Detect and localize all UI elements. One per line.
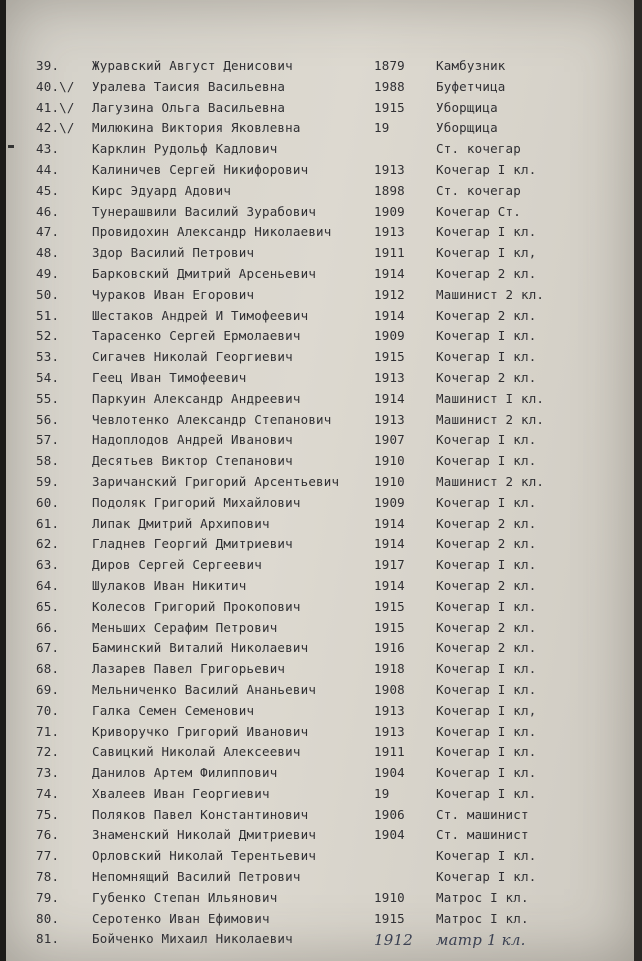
row-number: 59.: [36, 473, 60, 489]
birth-year: 1913: [374, 702, 405, 718]
job-position: Кочегар I кл.: [436, 869, 537, 885]
birth-year: 1879: [374, 58, 405, 73]
table-row: [6, 682, 642, 703]
person-name: Колесов Григорий Прокопович: [92, 598, 301, 614]
table-row: [6, 703, 642, 724]
table-row: [6, 578, 642, 599]
row-number: 76.: [36, 827, 60, 843]
birth-year: 1913: [374, 411, 405, 427]
person-name: Криворучко Григорий Иванович: [92, 723, 309, 739]
person-name: Меньших Серафим Петрович: [92, 619, 278, 635]
birth-year: 1988: [374, 78, 405, 94]
table-row: [6, 328, 642, 349]
job-position: Кочегар I кл,: [436, 245, 537, 261]
job-position: Кочегар 2 кл.: [436, 307, 537, 323]
person-name: Уралева Таисия Васильевна: [92, 78, 286, 94]
job-position: Машинист 2 кл.: [436, 411, 545, 427]
person-name: Баминский Виталий Николаевич: [92, 640, 309, 656]
job-position: Кочегар I кл.: [436, 723, 537, 739]
row-number: 58.: [36, 453, 60, 469]
table-row: [6, 827, 642, 848]
birth-year: 1912: [374, 931, 413, 950]
person-name: Лагузина Ольга Васильевна: [92, 99, 286, 115]
row-number: 68.: [36, 661, 60, 677]
birth-year: 1914: [374, 515, 405, 531]
row-number: 61.: [36, 515, 60, 531]
crew-list: [6, 58, 642, 952]
row-number: 72.: [36, 744, 60, 760]
job-position: Кочегар I кл.: [436, 453, 537, 469]
document-sheet: [6, 0, 636, 961]
table-row: [6, 120, 642, 141]
table-row: [6, 599, 642, 620]
row-number: 69.: [36, 681, 60, 697]
row-number: 47.: [36, 224, 60, 240]
table-row: [6, 890, 642, 911]
job-position: матр 1 кл.: [436, 931, 526, 950]
job-position: Кочегар 2 кл.: [436, 515, 537, 531]
job-position: Кочегар I кл.: [436, 349, 537, 365]
birth-year: 1916: [374, 640, 405, 656]
person-name: Провидохин Александр Николаевич: [92, 224, 332, 240]
row-number: 53.: [36, 349, 60, 365]
job-position: Ст. машинист: [436, 827, 529, 843]
person-name: Десятьев Виктор Степанович: [92, 453, 293, 469]
job-position: Кочегар I кл.: [436, 848, 537, 864]
row-number: 49.: [36, 265, 60, 281]
table-row: [6, 453, 642, 474]
person-name: Лазарев Павел Григорьевич: [92, 661, 286, 677]
table-row: [6, 495, 642, 516]
job-position: Кочегар I кл.: [436, 432, 537, 448]
table-row: [6, 432, 642, 453]
person-name: Барковский Дмитрий Арсеньевич: [92, 265, 317, 281]
birth-year: 1909: [374, 328, 405, 344]
job-position: Кочегар I кл.: [436, 224, 537, 240]
row-number: 60.: [36, 494, 60, 510]
row-number: 73.: [36, 765, 60, 781]
birth-year: 1914: [374, 265, 405, 281]
person-name: Знаменский Николай Дмитриевич: [92, 827, 317, 843]
table-row: [6, 224, 642, 245]
row-number: 71.: [36, 723, 60, 739]
person-name: Савицкий Николай Алексеевич: [92, 744, 301, 760]
table-row: [6, 931, 642, 952]
table-row: [6, 370, 642, 391]
table-row: [6, 640, 642, 661]
table-row: [6, 100, 642, 121]
birth-year: 1904: [374, 827, 405, 843]
job-position: Кочегар I кл.: [436, 328, 537, 344]
job-position: Кочегар I кл.: [436, 598, 537, 614]
table-row: [6, 58, 642, 79]
table-row: [6, 765, 642, 786]
person-name: Липак Дмитрий Архипович: [92, 515, 270, 531]
row-number: 48.: [36, 245, 60, 261]
person-name: Карклин Рудольф Кадлович: [92, 141, 278, 157]
birth-year: 1910: [374, 889, 405, 905]
job-position: Кочегар I кл,: [436, 702, 537, 718]
person-name: Кирс Эдуард Адович: [92, 182, 232, 198]
birth-year: 1913: [374, 224, 405, 240]
person-name: Губенко Степан Ильянович: [92, 889, 278, 905]
person-name: Поляков Павел Константинович: [92, 806, 309, 822]
job-position: Кочегар I кл.: [436, 557, 537, 573]
row-number: 54.: [36, 369, 60, 385]
person-name: Бойченко Михаил Николаевич: [92, 931, 293, 947]
table-row: [6, 516, 642, 537]
row-number: 50.: [36, 286, 60, 302]
row-number: 40.\/: [36, 78, 75, 94]
row-number: 67.: [36, 640, 60, 656]
birth-year: 1906: [374, 806, 405, 822]
person-name: Тунерашвили Василий Зурабович: [92, 203, 317, 219]
job-position: Ст. машинист: [436, 806, 529, 822]
job-position: Машинист 2 кл.: [436, 286, 545, 302]
birth-year: 1913: [374, 723, 405, 739]
job-position: Кочегар I кл.: [436, 494, 537, 510]
birth-year: 1913: [374, 369, 405, 385]
birth-year: 1911: [374, 245, 405, 261]
birth-year: 1910: [374, 453, 405, 469]
row-number: 70.: [36, 702, 60, 718]
person-name: Сигачев Николай Георгиевич: [92, 349, 293, 365]
row-number: 75.: [36, 806, 60, 822]
table-row: [6, 724, 642, 745]
job-position: Машинист 2 кл.: [436, 473, 545, 489]
birth-year: 1914: [374, 577, 405, 593]
person-name: Хвалеев Иван Георгиевич: [92, 785, 270, 801]
job-position: Ст. кочегар: [436, 141, 521, 157]
birth-year: 1898: [374, 182, 405, 198]
birth-year: 1914: [374, 536, 405, 552]
job-position: Кочегар 2 кл.: [436, 369, 537, 385]
job-position: Уборщица: [436, 99, 498, 115]
job-position: Кочегар I кл.: [436, 161, 537, 177]
job-position: Камбузник: [436, 58, 506, 73]
person-name: Заричанский Григорий Арсентьевич: [92, 473, 340, 489]
person-name: Гладнев Георгий Дмитриевич: [92, 536, 293, 552]
row-number: 41.\/: [36, 99, 75, 115]
table-row: [6, 807, 642, 828]
row-number: 64.: [36, 577, 60, 593]
row-number: 65.: [36, 598, 60, 614]
table-row: [6, 661, 642, 682]
row-number: 55.: [36, 390, 60, 406]
person-name: Паркуин Александр Андреевич: [92, 390, 301, 406]
table-row: [6, 786, 642, 807]
row-number: 56.: [36, 411, 60, 427]
table-row: [6, 349, 642, 370]
row-number: 46.: [36, 203, 60, 219]
table-row: [6, 162, 642, 183]
row-number: 44.: [36, 161, 60, 177]
birth-year: 1918: [374, 661, 405, 677]
person-name: Шестаков Андрей И Тимофеевич: [92, 307, 309, 323]
birth-year: 1909: [374, 203, 405, 219]
birth-year: 1909: [374, 494, 405, 510]
job-position: Кочегар 2 кл.: [436, 640, 537, 656]
person-name: Шулаков Иван Никитич: [92, 577, 247, 593]
table-row: [6, 204, 642, 225]
table-row: [6, 848, 642, 869]
job-position: Кочегар 2 кл.: [436, 265, 537, 281]
job-position: Кочегар I кл.: [436, 744, 537, 760]
job-position: Кочегар I кл.: [436, 681, 537, 697]
row-number: 62.: [36, 536, 60, 552]
birth-year: 1908: [374, 681, 405, 697]
job-position: Кочегар 2 кл.: [436, 619, 537, 635]
table-row: [6, 536, 642, 557]
table-row: [6, 620, 642, 641]
person-name: Мельниченко Василий Ананьевич: [92, 681, 317, 697]
job-position: Ст. кочегар: [436, 182, 521, 198]
row-number: 39.: [36, 58, 60, 73]
job-position: Кочегар 2 кл.: [436, 536, 537, 552]
table-row: [6, 557, 642, 578]
row-number: 78.: [36, 869, 60, 885]
row-number: 45.: [36, 182, 60, 198]
person-name: Тарасенко Сергей Ермолаевич: [92, 328, 301, 344]
table-row: [6, 79, 642, 100]
person-name: Непомнящий Василий Петрович: [92, 869, 301, 885]
table-row: [6, 245, 642, 266]
person-name: Серотенко Иван Ефимович: [92, 910, 270, 926]
birth-year: 1914: [374, 307, 405, 323]
birth-year: 19: [374, 120, 390, 136]
job-position: Матрос I кл.: [436, 910, 529, 926]
table-row: [6, 183, 642, 204]
table-row: [6, 869, 642, 890]
row-number: 52.: [36, 328, 60, 344]
row-number: 42.\/: [36, 120, 75, 136]
birth-year: 1904: [374, 765, 405, 781]
person-name: Калиничев Сергей Никифорович: [92, 161, 309, 177]
row-number: 81.: [36, 931, 60, 947]
table-row: [6, 287, 642, 308]
birth-year: 1915: [374, 619, 405, 635]
row-number: 77.: [36, 848, 60, 864]
person-name: Подоляк Григорий Михайлович: [92, 494, 301, 510]
person-name: Данилов Артем Филиппович: [92, 765, 278, 781]
birth-year: 1910: [374, 473, 405, 489]
row-number: 57.: [36, 432, 60, 448]
person-name: Галка Семен Семенович: [92, 702, 255, 718]
row-number: 79.: [36, 889, 60, 905]
person-name: Милюкина Виктория Яковлевна: [92, 120, 301, 136]
job-position: Кочегар 2 кл.: [436, 577, 537, 593]
row-number: 51.: [36, 307, 60, 323]
birth-year: 1915: [374, 910, 405, 926]
table-row: [6, 391, 642, 412]
table-row: [6, 474, 642, 495]
table-row: [6, 308, 642, 329]
table-row: [6, 911, 642, 932]
person-name: Чевлотенко Александр Степанович: [92, 411, 332, 427]
birth-year: 19: [374, 785, 390, 801]
birth-year: 1911: [374, 744, 405, 760]
person-name: Чураков Иван Егорович: [92, 286, 255, 302]
birth-year: 1913: [374, 161, 405, 177]
table-row: [6, 141, 642, 162]
table-row: [6, 412, 642, 433]
birth-year: 1912: [374, 286, 405, 302]
person-name: Журавский Август Денисович: [92, 58, 293, 73]
job-position: Кочегар I кл.: [436, 765, 537, 781]
person-name: Геец Иван Тимофеевич: [92, 369, 247, 385]
job-position: Кочегар I кл.: [436, 661, 537, 677]
job-position: Уборщица: [436, 120, 498, 136]
birth-year: 1915: [374, 349, 405, 365]
job-position: Кочегар I кл.: [436, 785, 537, 801]
row-number: 66.: [36, 619, 60, 635]
birth-year: 1914: [374, 390, 405, 406]
person-name: Надоплодов Андрей Иванович: [92, 432, 293, 448]
person-name: Диров Сергей Сергеевич: [92, 557, 262, 573]
job-position: Буфетчица: [436, 78, 506, 94]
person-name: Орловский Николай Терентьевич: [92, 848, 317, 864]
row-number: 74.: [36, 785, 60, 801]
table-row: [6, 744, 642, 765]
birth-year: 1915: [374, 99, 405, 115]
birth-year: 1907: [374, 432, 405, 448]
page-edge-shadow: [634, 0, 642, 961]
job-position: Кочегар Ст.: [436, 203, 521, 219]
birth-year: 1917: [374, 557, 405, 573]
row-number: 43.: [36, 141, 60, 157]
birth-year: 1915: [374, 598, 405, 614]
table-row: [6, 266, 642, 287]
row-number: 63.: [36, 557, 60, 573]
job-position: Машинист I кл.: [436, 390, 545, 406]
person-name: Здор Василий Петрович: [92, 245, 255, 261]
row-number: 80.: [36, 910, 60, 926]
job-position: Матрос I кл.: [436, 889, 529, 905]
